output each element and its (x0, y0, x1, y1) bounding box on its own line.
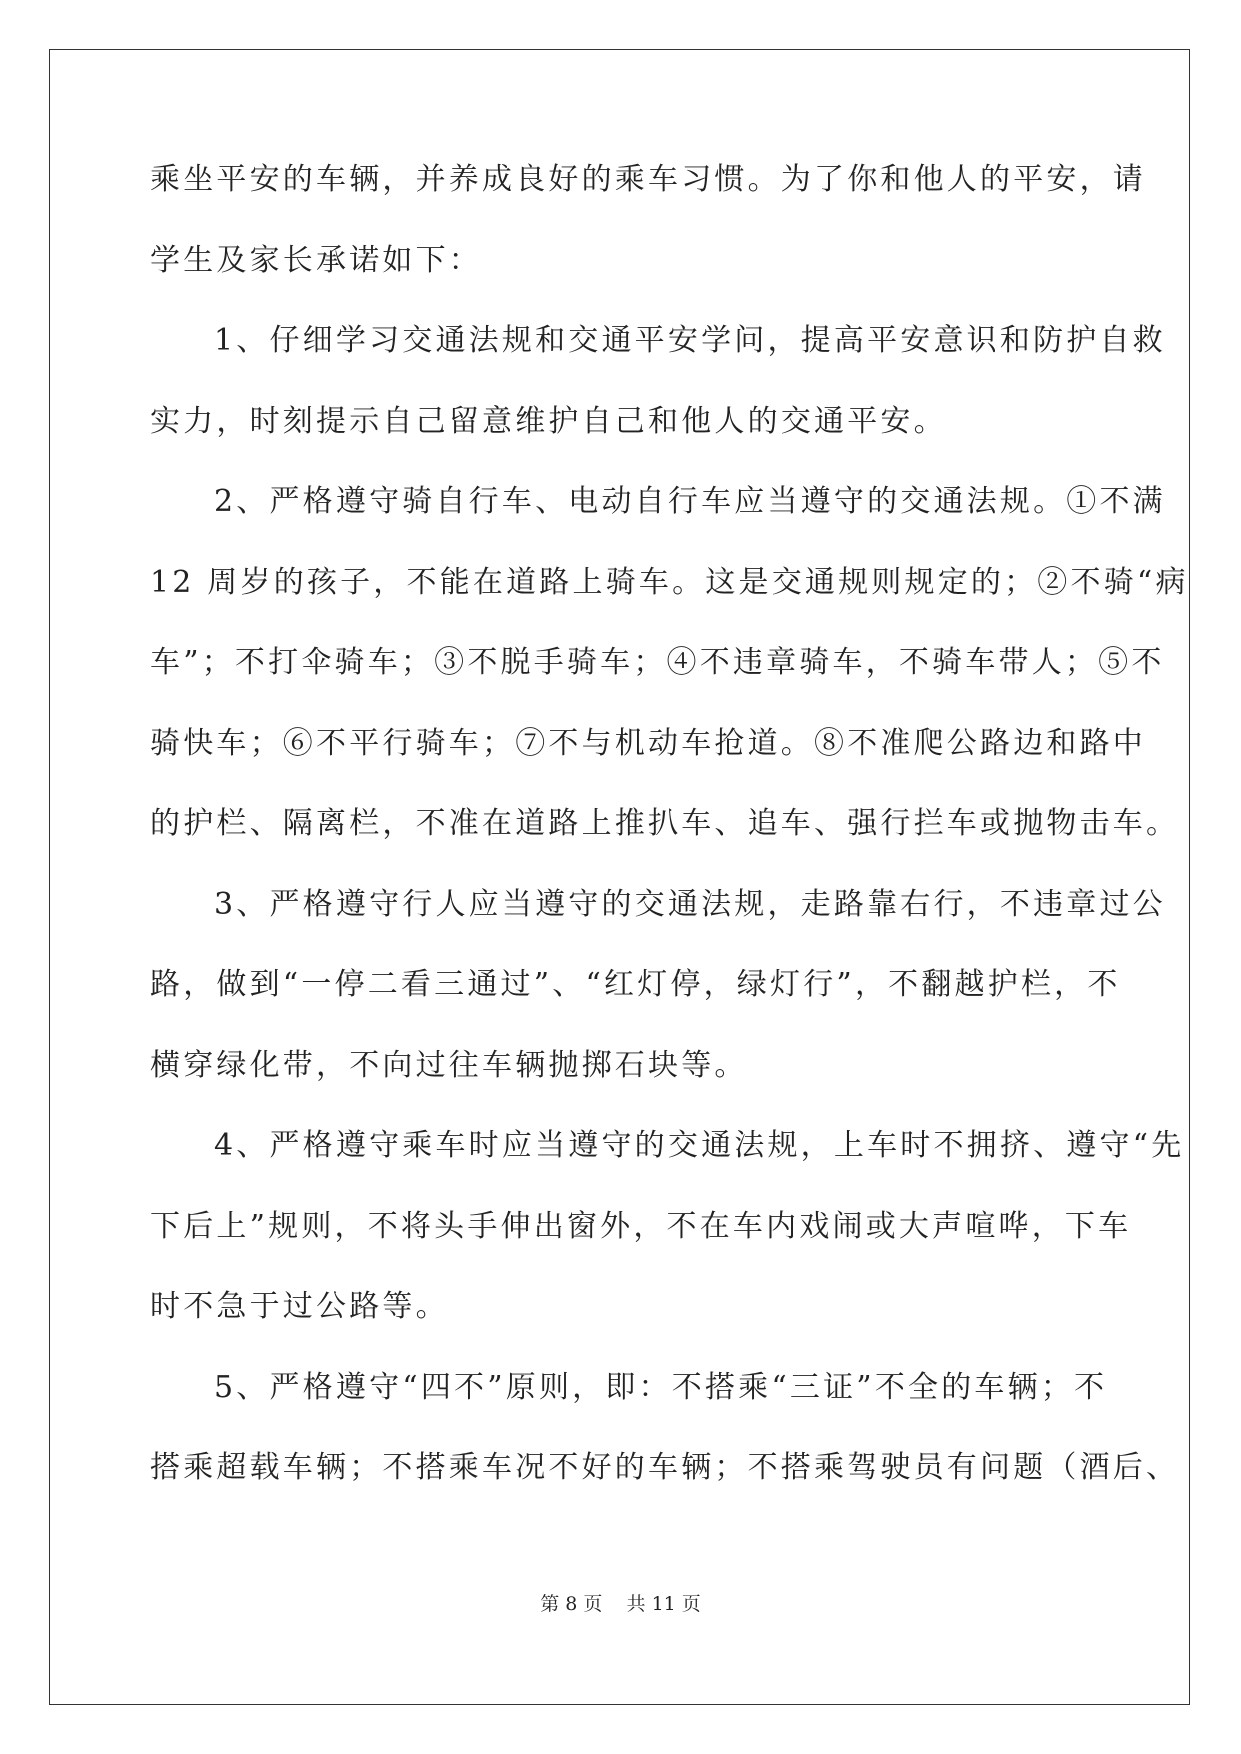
page-number: 第 8 页 (540, 1593, 603, 1615)
text-line: 车”；不打伞骑车；③不脱手骑车；④不违章骑车，不骑车带人；⑤不 (150, 645, 1165, 680)
text-line: 2、严格遵守骑自行车、电动自行车应当遵守的交通法规。①不满 (214, 484, 1166, 519)
text-line: 学生及家长承诺如下： (150, 242, 482, 278)
page-total: 共 11 页 (626, 1593, 701, 1615)
page-footer (0, 1592, 1241, 1616)
text-line: 时不急于过公路等。 (150, 1289, 449, 1324)
text-line: 5、严格遵守“四不”原则，即：不搭乘“三证”不全的车辆；不 (214, 1369, 1108, 1405)
text-line: 12 周岁的孩子，不能在道路上骑车。这是交通规则规定的；②不骑“病 (150, 564, 1189, 600)
document-body (150, 160, 1189, 1529)
text-line: 的护栏、隔离栏，不准在道路上推扒车、追车、强行拦车或抛物击车。 (150, 806, 1180, 841)
text-line: 4、严格遵守乘车时应当遵守的交通法规，上车时不拥挤、遵守“先 (214, 1128, 1185, 1163)
text-line: 骑快车；⑥不平行骑车；⑦不与机动车抢道。⑧不准爬公路边和路中 (150, 725, 1146, 761)
text-line: 下后上”规则，不将头手伸出窗外，不在车内戏闹或大声喧哗，下车 (150, 1208, 1132, 1244)
text-line: 乘坐平安的车辆，并养成良好的乘车习惯。为了你和他人的平安，请 (150, 162, 1146, 197)
text-line: 1、仔细学习交通法规和交通平安学问，提高平安意识和防护自救 (214, 323, 1166, 358)
text-line: 实力，时刻提示自己留意维护自己和他人的交通平安。 (150, 403, 947, 439)
text-line: 搭乘超载车辆；不搭乘车况不好的车辆；不搭乘驾驶员有问题（酒后、 (150, 1450, 1180, 1485)
text-line: 路，做到“一停二看三通过”、“红灯停，绿灯行”，不翻越护栏，不 (150, 967, 1121, 1002)
text-line: 3、严格遵守行人应当遵守的交通法规，走路靠右行，不违章过公 (214, 886, 1166, 922)
text-line: 横穿绿化带，不向过往车辆抛掷石块等。 (150, 1047, 748, 1083)
